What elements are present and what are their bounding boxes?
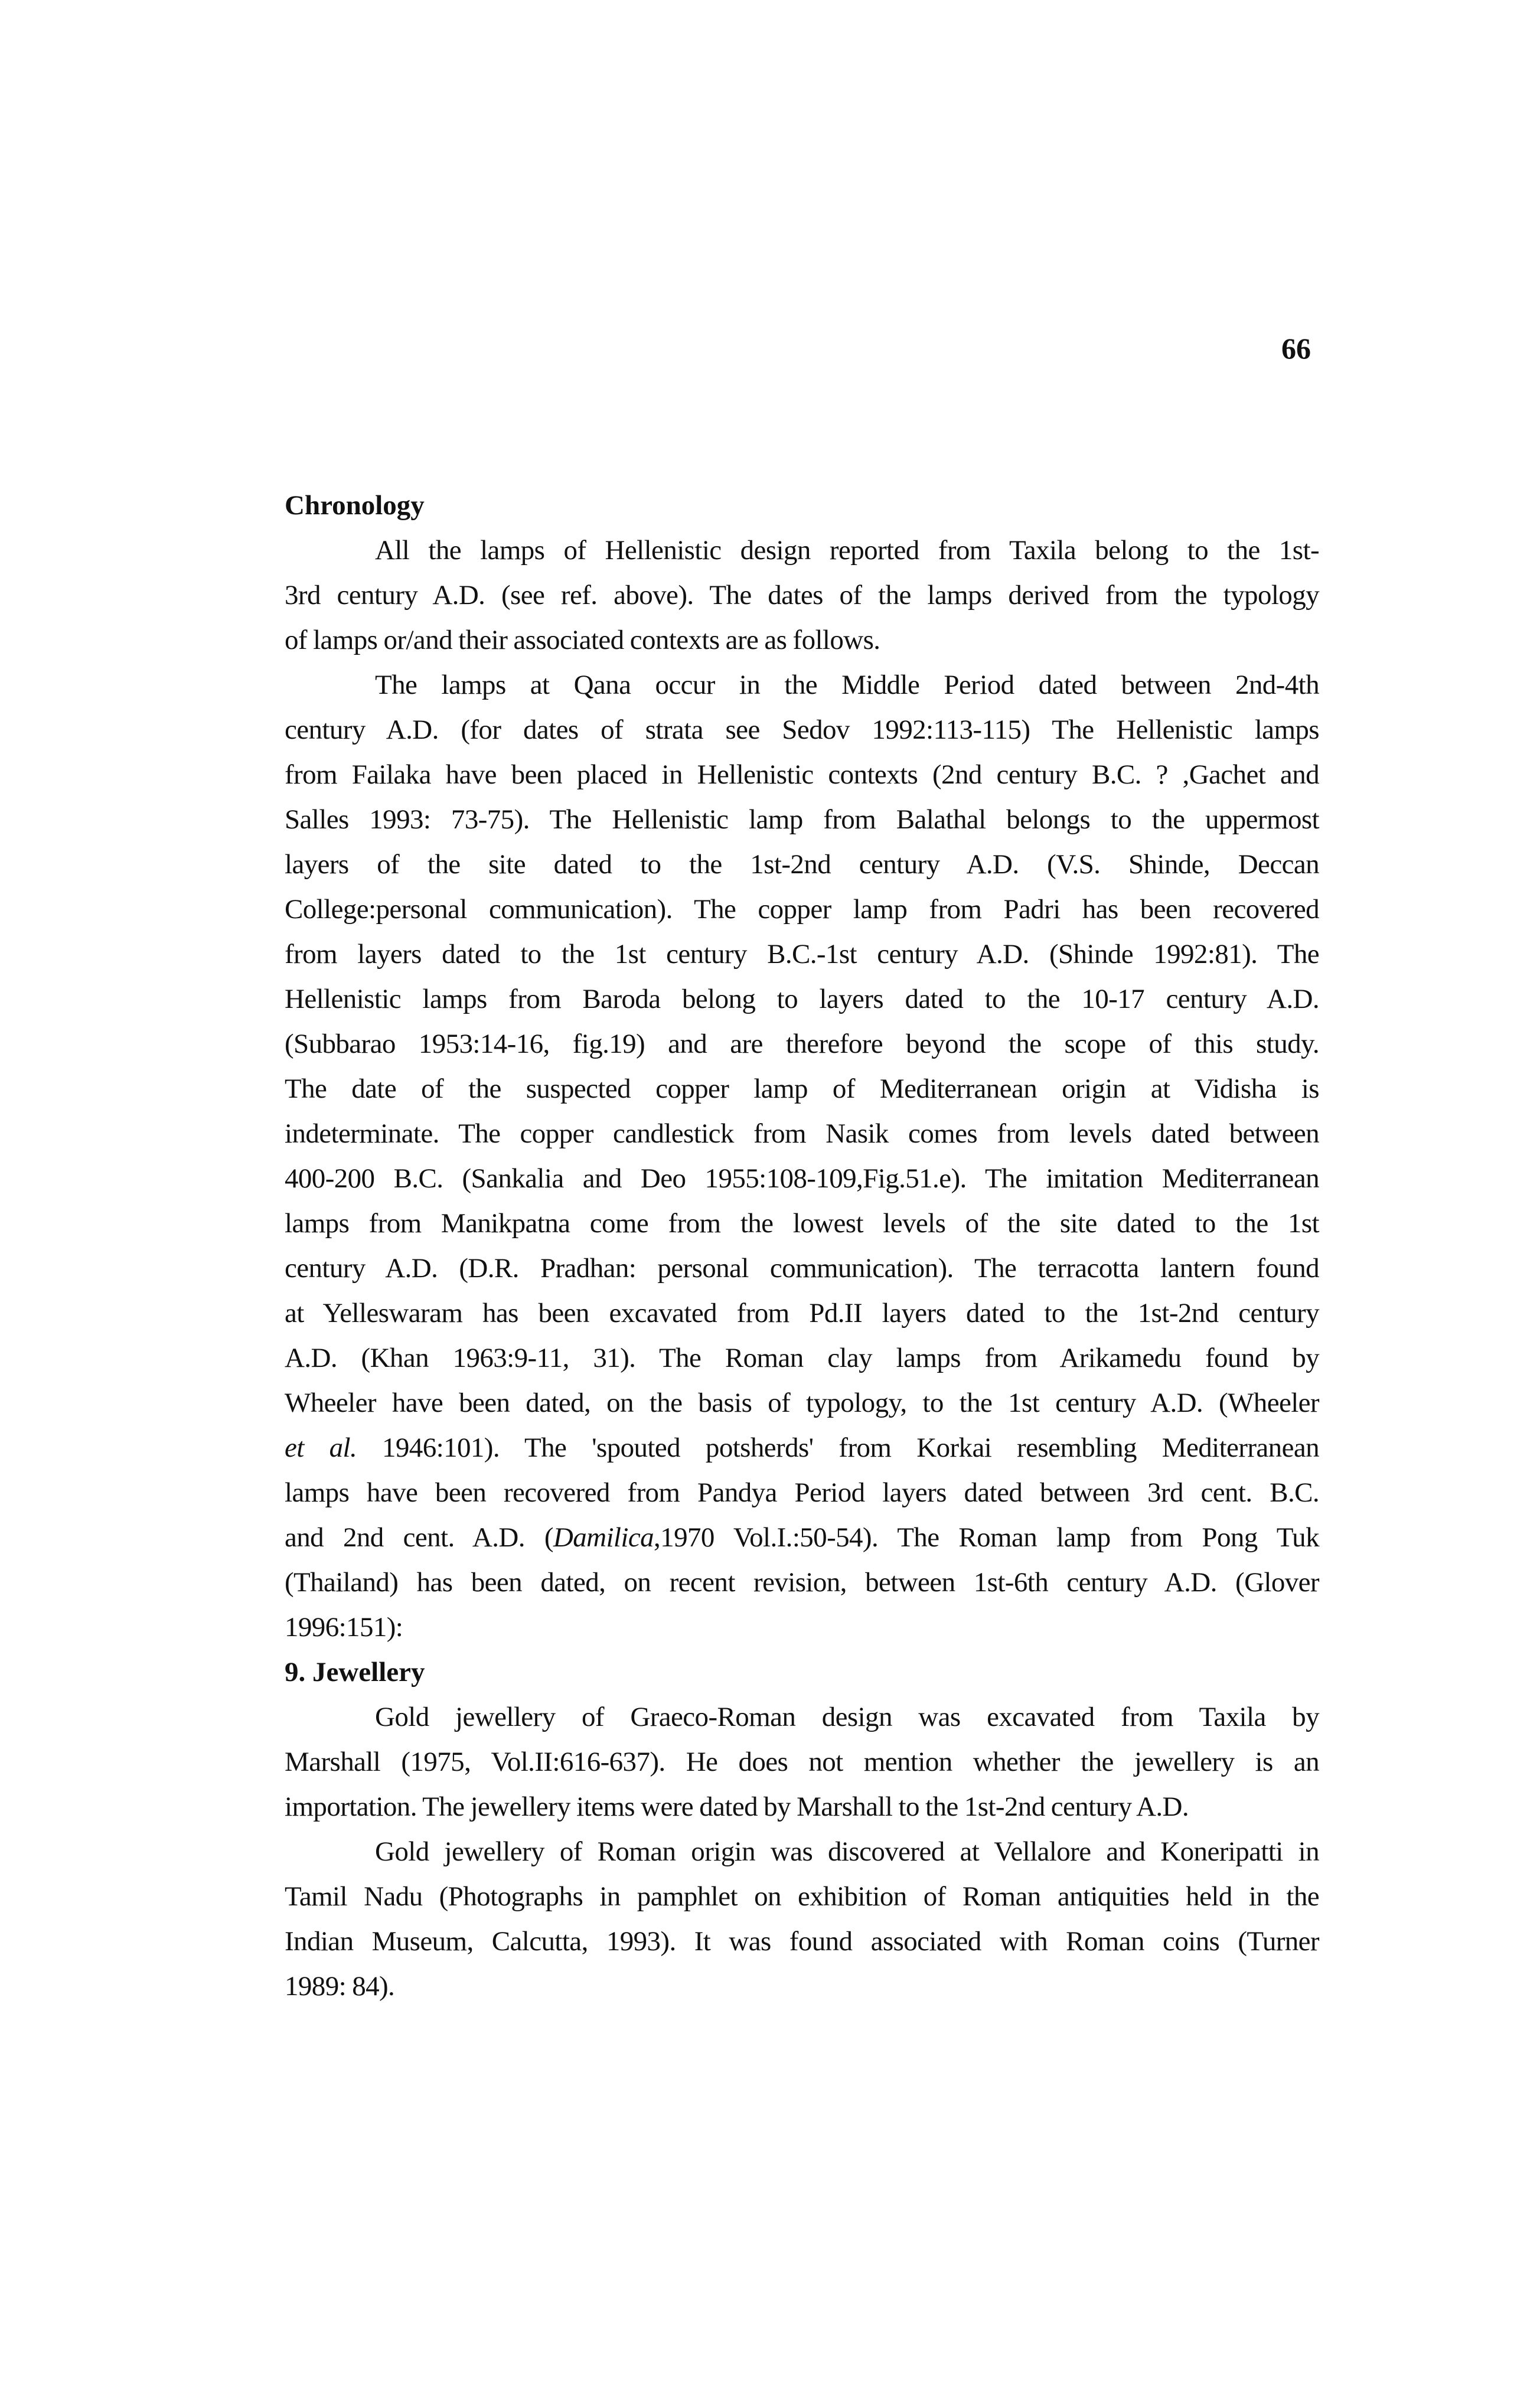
italic-text: Damilica — [553, 1522, 654, 1553]
paragraph — [285, 662, 1319, 1650]
text-line — [285, 1829, 1319, 1874]
text-segment: layers of the site dated to the 1st-2nd century A.D. (V.S. Shinde, Deccan — [285, 849, 1319, 880]
text-line — [285, 1201, 1319, 1246]
document-body — [285, 483, 1319, 2009]
section-chronology — [285, 483, 1319, 1650]
text-segment: College:personal communication). The copper lamp from Padri has been recovered — [285, 894, 1319, 925]
text-line — [285, 1739, 1319, 1784]
text-segment: (Thailand) has been dated, on recent revision, between 1st-6th century A.D. (Glover — [285, 1567, 1319, 1598]
text-segment: The lamps at Qana occur in the Middle Period dated between 2nd-4th — [375, 670, 1319, 700]
text-segment: The date of the suspected copper lamp of Mediterranean origin at Vidisha is — [285, 1073, 1319, 1104]
text-line — [285, 573, 1319, 618]
text-line — [285, 1919, 1319, 1964]
text-line — [285, 1066, 1319, 1111]
text-segment: 400-200 B.C. (Sankalia and Deo 1955:108-109,Fig.51.e). The imitation Mediterranean — [285, 1163, 1319, 1194]
text-line — [285, 1470, 1319, 1515]
text-line — [285, 752, 1319, 797]
text-line — [285, 1111, 1319, 1156]
section-jewellery — [285, 1650, 1319, 2009]
text-segment: 1996:151): — [285, 1612, 403, 1643]
text-line — [285, 1695, 1319, 1739]
text-line — [285, 932, 1319, 977]
page-number: 66 — [1281, 332, 1311, 365]
text-line — [285, 797, 1319, 842]
text-segment: century A.D. (D.R. Pradhan: personal communication). The terracotta lantern found — [285, 1253, 1319, 1284]
text-segment: Tamil Nadu (Photographs in pamphlet on exhibition of Roman antiquities held in the — [285, 1881, 1319, 1912]
text-segment: Hellenistic lamps from Baroda belong to layers dated to the 10-17 century A.D. — [285, 984, 1319, 1014]
text-segment: at Yelleswaram has been excavated from Pd.II layers dated to the 1st-2nd century — [285, 1298, 1319, 1329]
text-segment: of lamps or/and their associated contexts are as follows. — [285, 625, 880, 655]
text-line — [285, 1560, 1319, 1605]
text-line — [285, 1021, 1319, 1066]
text-segment: Indian Museum, Calcutta, 1993). It was found associated with Roman coins (Turner — [285, 1926, 1319, 1957]
text-line — [285, 662, 1319, 707]
text-line — [285, 528, 1319, 573]
section-heading: 9. Jewellery — [285, 1657, 425, 1688]
text-segment: 1989: 84). — [285, 1971, 395, 2002]
text-line — [285, 1336, 1319, 1380]
text-segment: lamps have been recovered from Pandya Period layers dated between 3rd cent. B.C. — [285, 1477, 1319, 1508]
text-line — [285, 887, 1319, 932]
text-segment: indeterminate. The copper candlestick from Nasik comes from levels dated between — [285, 1118, 1319, 1149]
text-line — [285, 1291, 1319, 1336]
text-segment: Marshall (1975, Vol.II:616-637). He does not mention whether the jewellery is an — [285, 1747, 1319, 1777]
paragraph — [285, 1695, 1319, 1829]
text-line — [285, 1515, 1319, 1560]
text-segment: A.D. (Khan 1963:9-11, 31). The Roman clay lamps from Arikamedu found by — [285, 1343, 1319, 1373]
text-line — [285, 707, 1319, 752]
paragraph — [285, 1829, 1319, 2009]
section-heading: Chronology — [285, 490, 425, 521]
text-segment: Gold jewellery of Roman origin was discovered at Vellalore and Koneripatti in — [375, 1836, 1319, 1867]
text-segment: Gold jewellery of Graeco-Roman design was excavated from Taxila by — [375, 1702, 1319, 1732]
text-segment: (Subbarao 1953:14-16, fig.19) and are therefore beyond the scope of this study. — [285, 1029, 1319, 1059]
italic-text: et al. — [285, 1432, 357, 1463]
text-segment: from Failaka have been placed in Hellenistic contexts (2nd century B.C. ? ,Gachet and — [285, 759, 1319, 790]
paragraph — [285, 528, 1319, 662]
text-segment: lamps from Manikpatna come from the lowest levels of the site dated to the 1st — [285, 1208, 1319, 1239]
text-segment: 3rd century A.D. (see ref. above). The dates of the lamps derived from the typology — [285, 580, 1319, 611]
text-segment: Salles 1993: 73-75). The Hellenistic lamp from Balathal belongs to the uppermost — [285, 804, 1319, 835]
text-line — [285, 1156, 1319, 1201]
text-segment: All the lamps of Hellenistic design reported from Taxila belong to the 1st- — [375, 535, 1319, 566]
text-segment: importation. The jewellery items were dated by Marshall to the 1st-2nd century A.D. — [285, 1791, 1189, 1822]
text-line — [285, 1605, 1319, 1650]
text-line — [285, 1964, 1319, 2009]
text-line — [285, 977, 1319, 1021]
text-line — [285, 1380, 1319, 1425]
text-segment: from layers dated to the 1st century B.C.-1st century A.D. (Shinde 1992:81). The — [285, 939, 1319, 970]
text-line — [285, 1874, 1319, 1919]
text-line — [285, 842, 1319, 887]
text-line — [285, 618, 1319, 662]
text-segment: Wheeler have been dated, on the basis of typology, to the 1st century A.D. (Wheeler — [285, 1388, 1319, 1418]
text-segment: ,1970 Vol.I.:50-54). The Roman lamp from Pong Tuk — [654, 1522, 1319, 1553]
text-line — [285, 1784, 1319, 1829]
text-segment: and 2nd cent. A.D. ( — [285, 1522, 553, 1553]
text-line — [285, 1246, 1319, 1291]
text-segment: 1946:101). The 'spouted potsherds' from Korkai resembling Mediterranean — [357, 1432, 1319, 1463]
text-line — [285, 1425, 1319, 1470]
text-segment: century A.D. (for dates of strata see Sedov 1992:113-115) The Hellenistic lamps — [285, 714, 1319, 745]
